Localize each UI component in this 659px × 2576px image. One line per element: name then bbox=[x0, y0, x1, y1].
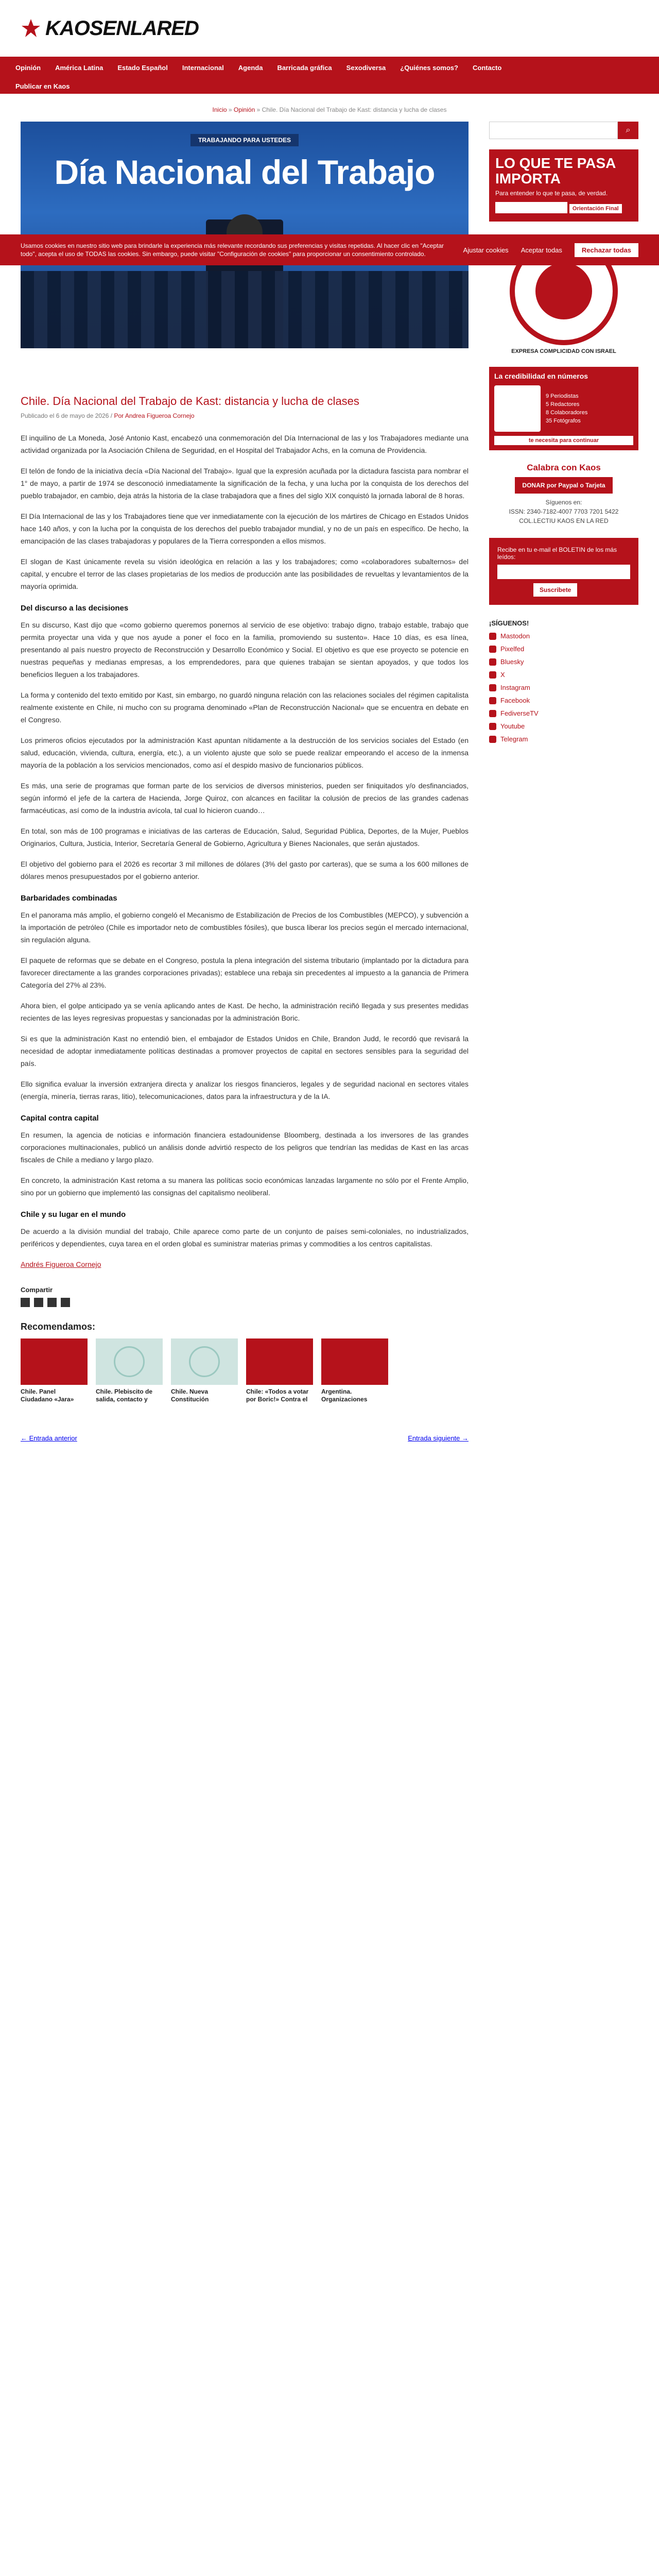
social-title: ¡SÍGUENOS! bbox=[489, 619, 529, 627]
site-logo[interactable] bbox=[21, 17, 199, 40]
collective-text: COL.LECTIU KAOS EN LA RED bbox=[519, 517, 609, 524]
paragraph: Si es que la administración Kast no entendió bien, el embajador de Estados Unidos en Chile, Brandon Judd, le recordó que revisará la necesidad de adoptar inmediatamente políticas destinadas a promover proyectos de capital en sectores sensibles para la seguridad del país. bbox=[21, 1035, 469, 1067]
social-label: Instagram bbox=[500, 684, 530, 691]
nav-item-contacto[interactable]: Contacto bbox=[472, 63, 502, 72]
recommended-thumb bbox=[21, 1338, 88, 1385]
site-name: KAOSENLARED bbox=[45, 16, 199, 40]
list-item: 8 Colaboradores bbox=[546, 410, 588, 416]
content-layout bbox=[0, 122, 659, 1442]
social-link-x[interactable] bbox=[489, 671, 638, 679]
recommended-title-text: Chile. Panel Ciudadano «Jara» bbox=[21, 1388, 74, 1403]
social-link-instagram[interactable] bbox=[489, 684, 638, 691]
paragraph: De acuerdo a la división mundial del trabajo, Chile aparece como parte de un conjunto de países semi-coloniales, no industrializados, periféricos y dependientes, cuya tarea en el orden global es suministrar materias primas y commodities a los centros capitalistas. bbox=[21, 1227, 469, 1248]
social-link-bluesky[interactable] bbox=[489, 658, 638, 666]
sidebar bbox=[489, 122, 638, 1442]
recommended-thumb bbox=[321, 1338, 388, 1385]
recommended-thumb bbox=[96, 1338, 163, 1385]
instagram-icon bbox=[489, 684, 496, 691]
social-label: Telegram bbox=[500, 735, 528, 743]
nav-item-estado-espanol[interactable]: Estado Español bbox=[117, 63, 168, 72]
nav-item-opinion[interactable]: Opinión bbox=[15, 63, 41, 72]
star-icon bbox=[494, 385, 541, 432]
issn-text: ISSN: 2340-7182-4007 7703 7201 5422 bbox=[509, 508, 619, 515]
ad-input[interactable] bbox=[495, 202, 567, 213]
badge-caption: EXPRESA COMPLICIDAD CON ISRAEL bbox=[511, 348, 616, 354]
newsletter-submit-button[interactable]: Suscribete bbox=[533, 583, 577, 597]
paragraph: Ahora bien, el golpe anticipado ya se venía aplicando antes de Kast. De hecho, la administración reciñó llegada y sus presentes medidas recientes de las leyes regresivas propuestas y sancionadas por la administración Boric. bbox=[21, 1002, 469, 1022]
nav-item-barricada[interactable]: Barricada gráfica bbox=[277, 63, 332, 72]
credibility-title: La credibilidad en números bbox=[494, 372, 588, 380]
paragraph: Ello significa evaluar la inversión extranjera directa y analizar los riesgos financieros, legales y de seguridad nacional en sectores vitales (energía, minería, tierras raras, litio), telecomunicaciones, datos para la infraestructura y de la IA. bbox=[21, 1080, 469, 1100]
nav-item-publicar[interactable]: Publicar en Kaos bbox=[15, 82, 70, 90]
bluesky-icon bbox=[489, 658, 496, 666]
social-link-youtube[interactable] bbox=[489, 722, 638, 730]
credibility-list bbox=[546, 392, 587, 425]
main-column bbox=[21, 122, 469, 1442]
recommended-title-text: Argentina. Organizaciones bbox=[321, 1388, 368, 1403]
nav-item-quienes-somos[interactable]: ¿Quiénes somos? bbox=[400, 63, 458, 72]
donate-text: Síguenos en: bbox=[545, 499, 582, 506]
recommended-item[interactable] bbox=[246, 1338, 313, 1403]
section-heading: Del discurso a las decisiones bbox=[21, 604, 129, 613]
cookie-banner bbox=[0, 234, 659, 265]
newsletter-box bbox=[489, 538, 638, 605]
cookie-spacer bbox=[21, 348, 469, 384]
search-input[interactable] bbox=[489, 122, 618, 139]
ad-title: LO QUE TE PASA IMPORTA bbox=[495, 155, 616, 187]
post-meta: Publicado el 6 de mayo de 2026 / Por Andrea Figueroa Cornejo bbox=[21, 412, 195, 419]
cookie-settings-link[interactable]: Ajustar cookies bbox=[463, 246, 509, 254]
list-item: 35 Fotógrafos bbox=[546, 418, 581, 424]
list-item: 5 Redactores bbox=[546, 401, 580, 408]
breadcrumb-section[interactable]: Opinión bbox=[233, 106, 255, 113]
breadcrumb-home[interactable]: Inicio bbox=[212, 106, 227, 113]
donate-title: Calabra con Kaos bbox=[527, 463, 601, 472]
pixelfed-icon bbox=[489, 646, 496, 653]
main-nav bbox=[0, 57, 659, 78]
paragraph: Los primeros oficios ejecutados por la administración Kast apuntan nítidamente a la destrucción de los servicios sociales del Estado (en salud, educación, vivienda, cultura, energía, etc.), a un violento ajuste que solo se puede realizar empeorando el acceso de la inmensa mayoría de la población a los servicios mencionados, como así el despido masivo de funcionarios públicos. bbox=[21, 736, 469, 769]
author-link[interactable]: Andrés Figueroa Cornejo bbox=[21, 1260, 101, 1268]
ad-lo-que-te-pasa[interactable] bbox=[489, 149, 638, 222]
fediverse-icon bbox=[489, 710, 496, 717]
recommended-thumb bbox=[171, 1338, 238, 1385]
paragraph: El paquete de reformas que se debate en el Congreso, postula la plena integración del sistema tributario (implantado por la dictadura para favorecer directamente a las grandes corporaciones privadas); establece una rebaja sin precedentes al impuesto a la ganancia de Primera Categoría del 27% al 23%. bbox=[21, 956, 469, 989]
recommended-item[interactable] bbox=[321, 1338, 388, 1403]
paragraph: El telón de fondo de la iniciativa decía «Día Nacional del Trabajo». Igual que la expresión acuñada por la dictadura fascista para nombrar el 1° de mayo, a partir de 1974 se desconoció inmediatamente la significación de la fecha, y una lucha por la conquista de los derechos del pueblo trabajador, en cambio, deja atrás la historia de la clase trabajadora que a fines del siglo XIX conquistó la jornada laboral de 8 horas. bbox=[21, 467, 469, 500]
social-link-telegram[interactable] bbox=[489, 735, 638, 743]
paragraph: Es más, una serie de programas que forman parte de los servicios de diversos ministerios, pueden ser finiquitados y/o desfinanciados, según informó el jefe de la cartera de Hacienda, Jorge Quiroz, con alcances en facilitar la colusión de precios de las grandes cadenas farmacéuticas, así como de la industria avícola, tal cual lo hicieron cuando… bbox=[21, 782, 469, 815]
post-author-link[interactable]: Por Andrea Figueroa Cornejo bbox=[114, 412, 195, 419]
breadcrumb-current: Chile. Día Nacional del Trabajo de Kast: distancia y lucha de clases bbox=[262, 106, 447, 113]
credibility-box bbox=[489, 367, 638, 450]
paragraph: En su discurso, Kast dijo que «como gobierno queremos ponernos al servicio de ese objetivo: trabajo digno, trabajo estable, trabajo que permita proyectar una vida y que nos ayude a poner el foco en la familia, promoviendo su sustento». Hace 10 días, es esa línea, presentando al país nuestro proyecto de Reconstrucción y Desarrollo Económico y Social. El objetivo es que ese proyecto se potencie en nuestras pequeñas y medianas empresas, a los emprendedores, para que quienes trabajan se sientan apoyados, y que todos los beneficios lleguen a los trabajadores. bbox=[21, 621, 469, 679]
hero-tag: TRABAJANDO PARA USTEDES bbox=[190, 134, 299, 146]
social-label: X bbox=[500, 671, 505, 679]
recommended-title-text: Chile: «Todos a votar por Boric!» Contra el bbox=[246, 1388, 309, 1403]
social-label: Pixelfed bbox=[500, 645, 525, 653]
social-label: Youtube bbox=[500, 722, 525, 730]
donate-section bbox=[489, 463, 638, 526]
donate-button[interactable]: DONAR por Paypal o Tarjeta bbox=[515, 477, 612, 494]
social-label: Facebook bbox=[500, 697, 530, 704]
paragraph: El inquilino de La Moneda, José Antonio Kast, encabezó una conmemoración del Día Internacional de las y los Trabajadores mediante una actividad organizada por la Asociación Chilena de Seguridad, en el Hospital del Trabajador Achs, en la comuna de Providencia. bbox=[21, 434, 469, 454]
social-label: Mastodon bbox=[500, 632, 530, 640]
social-label: Bluesky bbox=[500, 658, 524, 666]
section-heading: Chile y su lugar en el mundo bbox=[21, 1210, 126, 1219]
social-link-facebook[interactable] bbox=[489, 697, 638, 704]
social-link-fediversetv[interactable] bbox=[489, 709, 638, 717]
share-icons bbox=[21, 1298, 469, 1307]
email-icon[interactable] bbox=[61, 1298, 70, 1307]
ad-button[interactable]: Orientación Final bbox=[569, 204, 622, 213]
prev-post-link[interactable]: ← Entrada anterior bbox=[21, 1434, 77, 1442]
hero-crowd bbox=[21, 271, 469, 348]
paragraph: En concreto, la administración Kast retoma a su manera las políticas socio económicas lanzadas largamente no sólo por el Frente Amplio, sino por un gobierno que implementó las consignas del capitalismo neoliberal. bbox=[21, 1176, 469, 1197]
paragraph: El slogan de Kast únicamente revela su visión ideológica en relación a las y los trabajadores; como «colaboradores subalternos» del capital, y encubre el terror de las clases propietarias de los medios de producción ante las posibilidades de revueltas y levantamientos de la mayoría oprimida. bbox=[21, 557, 469, 590]
nav-item-sexodiversa[interactable]: Sexodiversa bbox=[346, 63, 386, 72]
star-icon bbox=[21, 18, 41, 39]
nav-item-agenda[interactable]: Agenda bbox=[238, 63, 263, 72]
recommended-thumb bbox=[246, 1338, 313, 1385]
breadcrumb: Inicio » Opinión » Chile. Día Nacional del Trabajo de Kast: distancia y lucha de clases bbox=[212, 106, 447, 113]
social-label: FediverseTV bbox=[500, 709, 539, 717]
post-date: Publicado el 6 de mayo de 2026 bbox=[21, 412, 109, 419]
recommended-item[interactable] bbox=[21, 1338, 88, 1403]
recommended-item[interactable] bbox=[171, 1338, 238, 1403]
search-button[interactable] bbox=[618, 122, 638, 139]
telegram-icon[interactable] bbox=[47, 1298, 57, 1307]
hero-title: Día Nacional del Trabajo bbox=[54, 153, 435, 191]
recommended-list bbox=[21, 1338, 469, 1403]
badge-center bbox=[535, 263, 592, 319]
x-icon bbox=[489, 671, 496, 679]
paragraph: El objetivo del gobierno para el 2026 es recortar 3 mil millones de dólares (3% del gasto por carteras), que se suma a los 600 millones de dólares menos presupuestados por el gobierno anterior. bbox=[21, 860, 469, 880]
ad-text: Para entender lo que te pasa, de verdad. bbox=[495, 190, 608, 197]
post-navigation bbox=[21, 1434, 469, 1442]
cookie-text: Usamos cookies en nuestro sitio web para brindarle la experiencia más relevante recordando sus preferencias y visitas repetidas. Al hacer clic en "Aceptar todo", acepta el uso de TODAS las cookies. Sin embargo, puede visitar "Configuración de cookies" para proporcionar un consentimiento controlado. bbox=[21, 242, 444, 258]
nav-item-america-latina[interactable]: América Latina bbox=[55, 63, 103, 72]
nav-item-internacional[interactable]: Internacional bbox=[182, 63, 224, 72]
cookie-reject-all[interactable]: Rechazar todas bbox=[575, 243, 638, 257]
cookie-accept-all[interactable]: Aceptar todas bbox=[521, 246, 562, 254]
recommended-item[interactable] bbox=[96, 1338, 163, 1403]
social-section bbox=[489, 619, 638, 743]
social-link-mastodon[interactable] bbox=[489, 632, 638, 640]
credibility-link[interactable]: te necesita para continuar bbox=[494, 436, 633, 445]
youtube-icon bbox=[489, 723, 496, 730]
newsletter-email-input[interactable] bbox=[497, 565, 630, 579]
recommended-title: Recomendamos: bbox=[21, 1321, 96, 1332]
article-body bbox=[21, 432, 469, 1270]
secondary-nav bbox=[0, 78, 659, 94]
recommended-title-text: Chile. Nueva Constitución bbox=[171, 1388, 209, 1403]
post-title: Chile. Día Nacional del Trabajo de Kast: distancia y lucha de clases bbox=[21, 395, 359, 408]
list-item: 9 Periodistas bbox=[546, 393, 579, 399]
social-link-pixelfed[interactable] bbox=[489, 645, 638, 653]
site-header bbox=[0, 0, 659, 57]
telegram-icon bbox=[489, 736, 496, 743]
newsletter-text: Recibe en tu e-mail el BOLETIN de los más leídos: bbox=[497, 546, 617, 561]
paragraph: En resumen, la agencia de noticias e información financiera estadounidense Bloomberg, destinada a los inversores de las grandes corporaciones multinacionales, publicó un análisis donde advirtió respecto de los peligros que tendrían las medidas de Kast en las arcas fiscales de Chile a mediano y largo plazo. bbox=[21, 1131, 469, 1164]
facebook-icon bbox=[489, 697, 496, 704]
paragraph: En el panorama más amplio, el gobierno congeló el Mecanismo de Estabilización de Precios de los Combustibles (MEPCO), y subvención a la importación de petróleo (Chile es importador neto de combustibles fósiles), que busca liberar los precios según el mercado internacional, sin regulación alguna. bbox=[21, 911, 469, 944]
sidebar-search bbox=[489, 122, 638, 139]
section-heading: Capital contra capital bbox=[21, 1114, 99, 1123]
x-icon[interactable] bbox=[34, 1298, 43, 1307]
paragraph: El Día Internacional de las y los Trabajadores tiene que ver inmediatamente con la ejecución de los mártires de Chicago en Estados Unidos hace 140 años, y con la lucha por la conquista de los derechos del pueblo trabajador mundial, y no de un país en específico. De hecho, la emancipación de las clases trabajadoras y populares de la Tierra corresponden a ellos mismos. bbox=[21, 512, 469, 545]
credibility-content bbox=[494, 385, 633, 432]
mastodon-icon bbox=[489, 633, 496, 640]
next-post-link[interactable]: Entrada siguiente → bbox=[408, 1434, 469, 1442]
facebook-icon[interactable] bbox=[21, 1298, 30, 1307]
recommended-title-text: Chile. Plebiscito de salida, contacto y bbox=[96, 1388, 153, 1403]
search-icon: ⌕ bbox=[626, 126, 631, 134]
paragraph: En total, son más de 100 programas e iniciativas de las carteras de Educación, Salud, Seguridad Pública, Deportes, de la Mujer, Pueblos Originarios, Cultura, Justicia, Interior, Secretaría General de Gobierno, Agricultura y Bienes Nacionales, que serán ajustados. bbox=[21, 827, 469, 848]
paragraph: La forma y contenido del texto emitido por Kast, sin embargo, no guardó ninguna relación con las relaciones sociales del régimen capitalista realmente existente en Chile, ni mucho con su programa denominado «Plan de Reconstrucción Nacional» que se encuentra en debate en el Congreso. bbox=[21, 691, 469, 724]
section-heading: Barbaridades combinadas bbox=[21, 894, 117, 903]
share-section bbox=[21, 1286, 469, 1307]
share-label: Compartir bbox=[21, 1286, 53, 1294]
